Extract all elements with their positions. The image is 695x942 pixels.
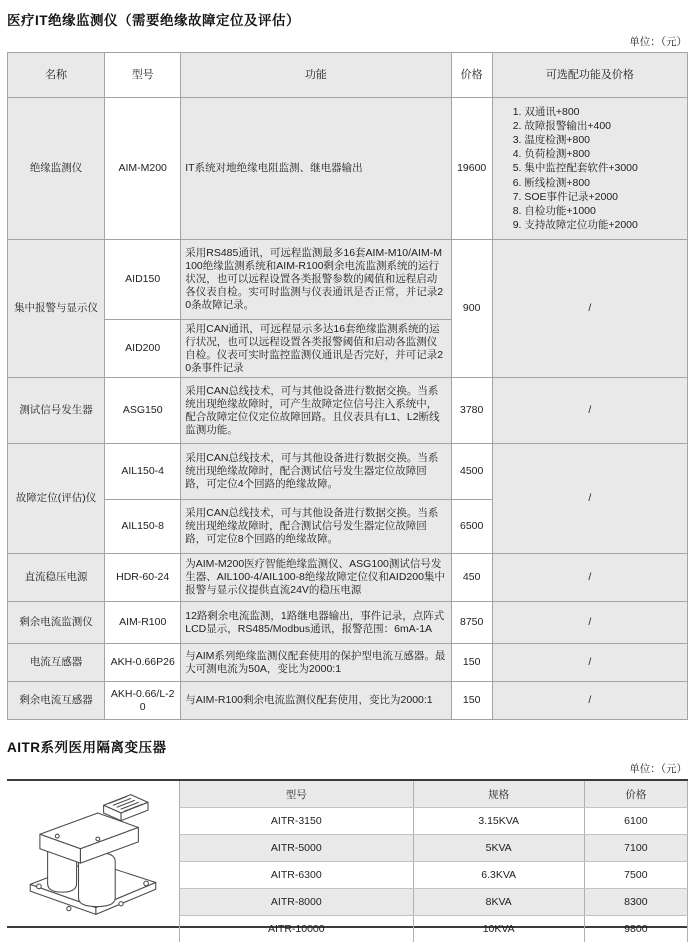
- option-item: 5. 集中监控配套软件+3000: [513, 161, 681, 175]
- cell-model: AITR-10000: [180, 916, 414, 942]
- cell-options: /: [492, 644, 687, 682]
- cell-model: ASG150: [105, 378, 181, 444]
- option-item: 8. 自检功能+1000: [513, 204, 681, 218]
- table-row: [8, 444, 688, 500]
- transformer-table-block: [7, 779, 688, 928]
- page-title: 医疗IT绝缘监测仪（需要绝缘故障定位及评估）: [7, 9, 688, 29]
- cell-function: 为AIM-M200医疗智能绝缘监测仪、ASG100测试信号发生器、AIL100-4/AIL100-8绝缘故障定位仪和AID200集中报警与显示仪提供直流24V的稳压电源: [181, 554, 451, 602]
- cell-spec: 3.15KVA: [413, 808, 584, 835]
- cell-function: IT系统对地绝缘电阻监测、继电器输出: [181, 98, 451, 240]
- cell-function: 12路剩余电流监测，1路继电器输出，事件记录，点阵式LCD显示，RS485/Modbus通讯，报警范围：6mA-1A: [181, 602, 451, 644]
- cell-price: 8750: [451, 602, 492, 644]
- cell-price: 7500: [584, 862, 687, 889]
- cell-price: 6100: [584, 808, 687, 835]
- header-price: 价格: [584, 781, 687, 808]
- cell-model: AITR-6300: [180, 862, 414, 889]
- cell-function: 采用CAN总线技术，可与其他设备进行数据交换。当系统出现绝缘故障时，可产生故障定位信号注入系统中，配合故障定位仪定位故障回路。且仪表具有L1、L2断线监测功能。: [181, 378, 451, 444]
- cell-price: 900: [451, 240, 492, 378]
- table-row: [180, 889, 688, 916]
- cell-product-name: 直流稳压电源: [8, 554, 105, 602]
- cell-spec: 10KVA: [413, 916, 584, 942]
- price-table-main: [7, 52, 688, 720]
- cell-model: AIM-R100: [105, 602, 181, 644]
- cell-model: AIL150-8: [105, 500, 181, 554]
- header-function: 功能: [181, 53, 451, 98]
- table-row: [8, 554, 688, 602]
- cell-function: 采用CAN通讯，可远程显示多达16套绝缘监测系统的运行状况，也可以远程设置各类报警阈值和启动各监测仪自检。仪表可实时监控监测仪通讯是否完好，并可记录20条事件记录: [181, 320, 451, 378]
- transformer-image-box: [7, 781, 179, 926]
- option-item: 7. SOE事件记录+2000: [513, 190, 681, 204]
- cell-model: AITR-3150: [180, 808, 414, 835]
- cell-price: 19600: [451, 98, 492, 240]
- cell-price: 150: [451, 682, 492, 720]
- cell-options: /: [492, 378, 687, 444]
- cell-model: AID200: [105, 320, 181, 378]
- cell-options: /: [492, 240, 687, 378]
- cell-product-name: 集中报警与显示仪: [8, 240, 105, 378]
- cell-model: AITR-5000: [180, 835, 414, 862]
- option-item: 4. 负荷检测+800: [513, 147, 681, 161]
- cell-product-name: 绝缘监测仪: [8, 98, 105, 240]
- section-title: AITR系列医用隔离变压器: [7, 736, 688, 756]
- table-row: [8, 98, 688, 240]
- cell-function: 采用CAN总线技术，可与其他设备进行数据交换。当系统出现绝缘故障时，配合测试信号发生器定位故障回路，可定位4个回路的绝缘故障。: [181, 444, 451, 500]
- header-price: 价格: [451, 53, 492, 98]
- cell-model: AKH-0.66/L-20: [105, 682, 181, 720]
- cell-model: AID150: [105, 240, 181, 320]
- cell-model: HDR-60-24: [105, 554, 181, 602]
- cell-price: 3780: [451, 378, 492, 444]
- cell-model: AKH-0.66P26: [105, 644, 181, 682]
- cell-price: 7100: [584, 835, 687, 862]
- table-row: [8, 602, 688, 644]
- cell-function: 与AIM-R100剩余电流监测仪配套使用，变比为2000:1: [181, 682, 451, 720]
- table-row: [8, 682, 688, 720]
- table-header-row: [8, 53, 688, 98]
- cell-product-name: 剩余电流互感器: [8, 682, 105, 720]
- header-model: 型号: [105, 53, 181, 98]
- option-item: 1. 双通讯+800: [513, 105, 681, 119]
- option-item: 9. 支持故障定位功能+2000: [513, 218, 681, 232]
- cell-product-name: 剩余电流监测仪: [8, 602, 105, 644]
- cell-options: [492, 98, 687, 240]
- cell-model: AIL150-4: [105, 444, 181, 500]
- cell-options: /: [492, 444, 687, 554]
- table-row: [180, 835, 688, 862]
- table-header-row: [180, 781, 688, 808]
- cell-function: 采用CAN总线技术，可与其他设备进行数据交换。当系统出现绝缘故障时，配合测试信号发生器定位故障回路，可定位8个回路的绝缘故障。: [181, 500, 451, 554]
- cell-model: AIM-M200: [105, 98, 181, 240]
- cell-price: 450: [451, 554, 492, 602]
- unit-label: 单位：（元）: [7, 34, 687, 49]
- option-item: 2. 故障报警输出+400: [513, 119, 681, 133]
- cell-model: AITR-8000: [180, 889, 414, 916]
- cell-product-name: 测试信号发生器: [8, 378, 105, 444]
- table-row: [180, 862, 688, 889]
- cell-price: 9800: [584, 916, 687, 942]
- cell-function: 与AIM系列绝缘监测仪配套使用的保护型电流互感器。最大可测电流为50A，变比为2000:1: [181, 644, 451, 682]
- option-item: 3. 温度检测+800: [513, 133, 681, 147]
- header-model: 型号: [180, 781, 414, 808]
- unit-label: 单位：（元）: [7, 761, 687, 776]
- cell-product-name: 故障定位(评估)仪: [8, 444, 105, 554]
- cell-price: 6500: [451, 500, 492, 554]
- cell-price: 4500: [451, 444, 492, 500]
- cell-options: /: [492, 554, 687, 602]
- cell-spec: 6.3KVA: [413, 862, 584, 889]
- cell-price: 150: [451, 644, 492, 682]
- header-options: 可选配功能及价格: [492, 53, 687, 98]
- option-item: 6. 断线检测+800: [513, 176, 681, 190]
- header-spec: 规格: [413, 781, 584, 808]
- cell-spec: 8KVA: [413, 889, 584, 916]
- cell-spec: 5KVA: [413, 835, 584, 862]
- cell-price: 8300: [584, 889, 687, 916]
- transformer-price-table: [179, 781, 688, 942]
- section-isolation-transformer: [0, 720, 695, 928]
- table-row: [180, 808, 688, 835]
- table-row: [8, 378, 688, 444]
- cell-product-name: 电流互感器: [8, 644, 105, 682]
- table-row: [180, 916, 688, 942]
- table-row: [8, 644, 688, 682]
- cell-function: 采用RS485通讯，可远程监测最多16套AIM-M10/AIM-M100绝缘监测系统和AIM-R100剩余电流监测系统的运行状况，也可以远程设置各类报警参数的阈值和远程启动各仪表自检。实可时监测与仪表通讯是否正常，并记录20条故障记录。: [181, 240, 451, 320]
- transformer-illustration: [18, 784, 168, 924]
- cell-options: /: [492, 602, 687, 644]
- table-row: [8, 240, 688, 320]
- header-name: 名称: [8, 53, 105, 98]
- option-list: [497, 101, 683, 237]
- cell-options: /: [492, 682, 687, 720]
